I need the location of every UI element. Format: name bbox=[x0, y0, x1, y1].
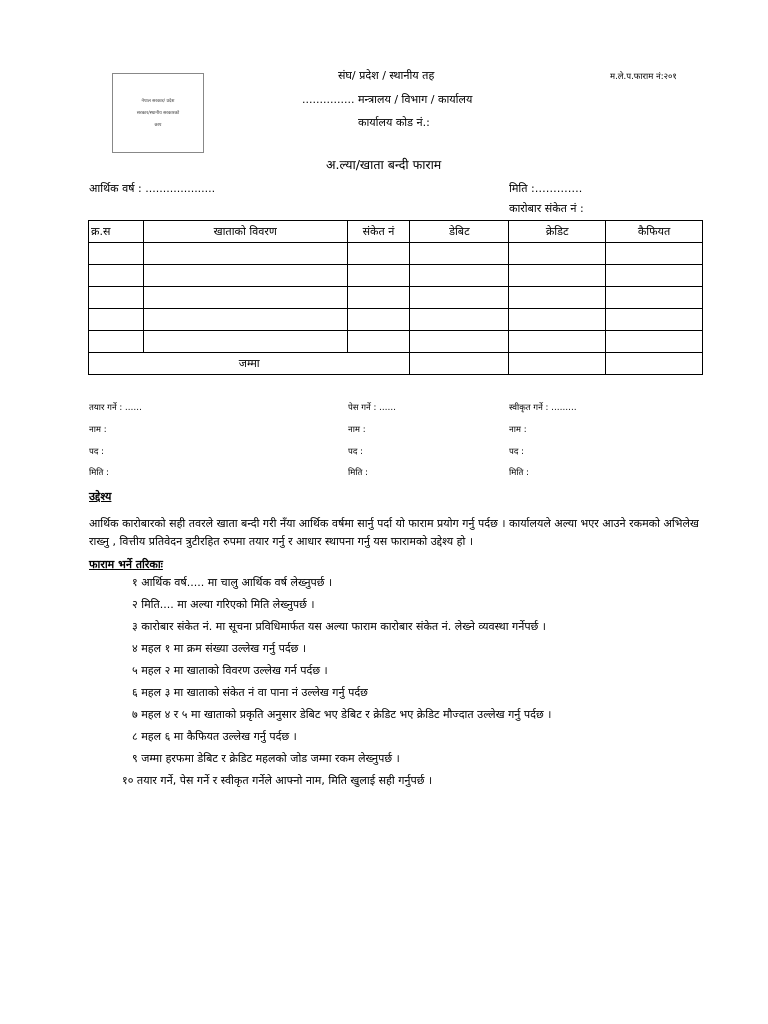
prepared-name: नाम : bbox=[89, 425, 107, 435]
table-cell[interactable] bbox=[347, 243, 410, 265]
table-cell[interactable] bbox=[143, 309, 347, 331]
form-title: अ.ल्या/खाता बन्दी फाराम bbox=[326, 157, 442, 172]
instruction-item: ४ महल १ मा क्रम संख्या उल्लेख गर्नु पर्दछ । bbox=[132, 642, 307, 655]
fiscal-year: आर्थिक वर्ष : .................... bbox=[89, 182, 216, 195]
stamp-line-1: नेपाल सरकार/ प्रदेश bbox=[141, 99, 175, 104]
instruction-item: ६ महल ३ मा खाताको संकेत नं वा पाना नं उल्लेख गर्नु पर्दछ bbox=[132, 686, 368, 699]
col-header-serial: क्र.स bbox=[89, 221, 144, 243]
col-header-account-description: खाताको विवरण bbox=[143, 221, 347, 243]
table-total-row bbox=[89, 353, 703, 375]
form-number: म.ले.प.फाराम नं:२०१ bbox=[610, 72, 677, 82]
instruction-item: ५ महल २ मा खाताको विवरण उल्लेख गर्न पर्दछ । bbox=[132, 664, 328, 677]
col-header-remarks: कैफियत bbox=[606, 221, 703, 243]
table-cell[interactable] bbox=[89, 309, 144, 331]
header-ministry: ............... मन्त्रालय / विभाग / कार्यालय bbox=[302, 93, 473, 106]
instruction-item: २ मिति.... मा अल्या गरिएको मिति लेख्नुपर्छ । bbox=[132, 598, 315, 611]
stamp-line-3: छाप bbox=[154, 123, 162, 128]
total-debit-cell[interactable] bbox=[410, 353, 509, 375]
col-header-code: संकेत नं bbox=[347, 221, 410, 243]
table-cell[interactable] bbox=[509, 287, 606, 309]
table-cell[interactable] bbox=[89, 265, 144, 287]
table-cell[interactable] bbox=[410, 309, 509, 331]
total-label: जम्मा bbox=[89, 353, 410, 375]
instructions-heading: फाराम भर्ने तरिकाः bbox=[89, 558, 163, 571]
prepared-post: पद : bbox=[89, 447, 104, 457]
table-cell[interactable] bbox=[410, 243, 509, 265]
table-cell[interactable] bbox=[410, 287, 509, 309]
table-cell[interactable] bbox=[509, 309, 606, 331]
approved-name: नाम : bbox=[509, 425, 527, 435]
table-cell[interactable] bbox=[509, 243, 606, 265]
total-remarks-cell[interactable] bbox=[606, 353, 703, 375]
table-row bbox=[89, 265, 703, 287]
table-cell[interactable] bbox=[606, 287, 703, 309]
table-cell[interactable] bbox=[143, 243, 347, 265]
approved-post: पद : bbox=[509, 447, 524, 457]
table-cell[interactable] bbox=[509, 265, 606, 287]
col-header-credit: क्रेडिट bbox=[509, 221, 606, 243]
instruction-item: १० तयार गर्ने, पेस गर्ने र स्वीकृत गर्नेले आफ्नो नाम, मिति खुलाई सही गर्नुपर्छ । bbox=[122, 774, 433, 787]
approved-by: स्वीकृत गर्ने : ……… bbox=[509, 403, 577, 413]
stamp-line-2: सरकार/स्थानीय सरकारको bbox=[136, 111, 180, 116]
table-cell[interactable] bbox=[606, 309, 703, 331]
header-office-code: कार्यालय कोड नं.: bbox=[358, 116, 430, 129]
date-field: मिति :…………. bbox=[509, 182, 583, 195]
prepared-by: तयार गर्ने : …… bbox=[89, 403, 142, 413]
table-cell[interactable] bbox=[89, 287, 144, 309]
header-government-level: संघ/ प्रदेश / स्थानीय तह bbox=[338, 69, 435, 82]
prepared-date: मिति : bbox=[89, 468, 109, 478]
table-cell[interactable] bbox=[410, 265, 509, 287]
table-cell[interactable] bbox=[143, 287, 347, 309]
table-header-row bbox=[89, 221, 703, 243]
table-cell[interactable] bbox=[143, 331, 347, 353]
table-cell[interactable] bbox=[410, 331, 509, 353]
table-cell[interactable] bbox=[606, 265, 703, 287]
table-cell[interactable] bbox=[509, 331, 606, 353]
table-cell[interactable] bbox=[606, 331, 703, 353]
instruction-item: ७ महल ४ र ५ मा खाताको प्रकृति अनुसार डेबिट भए डेबिट र क्रेडिट भए क्रेडिट मौज्दात उल्लेख गर्नु पर्दछ । bbox=[132, 708, 552, 721]
purpose-text: आर्थिक कारोबारको सही तवरले खाता बन्दी गरी नँया आर्थिक वर्षमा सार्नु पर्दा यो फाराम प्रयोग गर्नु पर्दछ । कार्यालयले अल्या भएर आउने रकमको अभिलेख राख्नु , वित्तीय प्रतिवेदन त्रुटीरहित रुपमा तयार गर्नु र आधार स्थापना गर्नु यस फारामको उद्देश्य हो । bbox=[89, 517, 699, 548]
purpose-heading: उद्देश्य bbox=[89, 490, 112, 503]
table-row bbox=[89, 243, 703, 265]
submitted-date: मिति : bbox=[348, 468, 368, 478]
table-cell[interactable] bbox=[347, 331, 410, 353]
table-row bbox=[89, 309, 703, 331]
instruction-item: १ आर्थिक वर्ष..... मा चालु आर्थिक वर्ष लेख्नुपर्छ । bbox=[132, 576, 333, 589]
instruction-item: ३ कारोबार संकेत नं. मा सूचना प्रविधिमार्फत यस अल्या फाराम कारोबार संकेत नं. लेख्ने व्यवस्था गर्नेपर्छ । bbox=[132, 620, 546, 633]
table-cell[interactable] bbox=[347, 265, 410, 287]
approved-date: मिति : bbox=[509, 468, 529, 478]
submitted-name: नाम : bbox=[348, 425, 366, 435]
submitted-post: पद : bbox=[348, 447, 363, 457]
submitted-by: पेस गर्ने : …… bbox=[348, 403, 397, 413]
table-row bbox=[89, 331, 703, 353]
table-cell[interactable] bbox=[347, 287, 410, 309]
table-cell[interactable] bbox=[143, 265, 347, 287]
instruction-item: ८ महल ६ मा कैफियत उल्लेख गर्नु पर्दछ । bbox=[132, 730, 297, 743]
col-header-debit: डेबिट bbox=[410, 221, 509, 243]
office-stamp-box bbox=[112, 73, 204, 153]
table-row bbox=[89, 287, 703, 309]
voucher-code-field: कारोबार संकेत नं : bbox=[509, 202, 584, 215]
table-cell[interactable] bbox=[89, 243, 144, 265]
table-cell[interactable] bbox=[347, 309, 410, 331]
total-credit-cell[interactable] bbox=[509, 353, 606, 375]
table-cell[interactable] bbox=[606, 243, 703, 265]
instruction-item: ९ जम्मा हरफमा डेबिट र क्रेडिट महलको जोड जम्मा रकम लेख्नुपर्छ । bbox=[132, 752, 400, 765]
table-cell[interactable] bbox=[89, 331, 144, 353]
closing-accounts-table bbox=[88, 220, 703, 375]
